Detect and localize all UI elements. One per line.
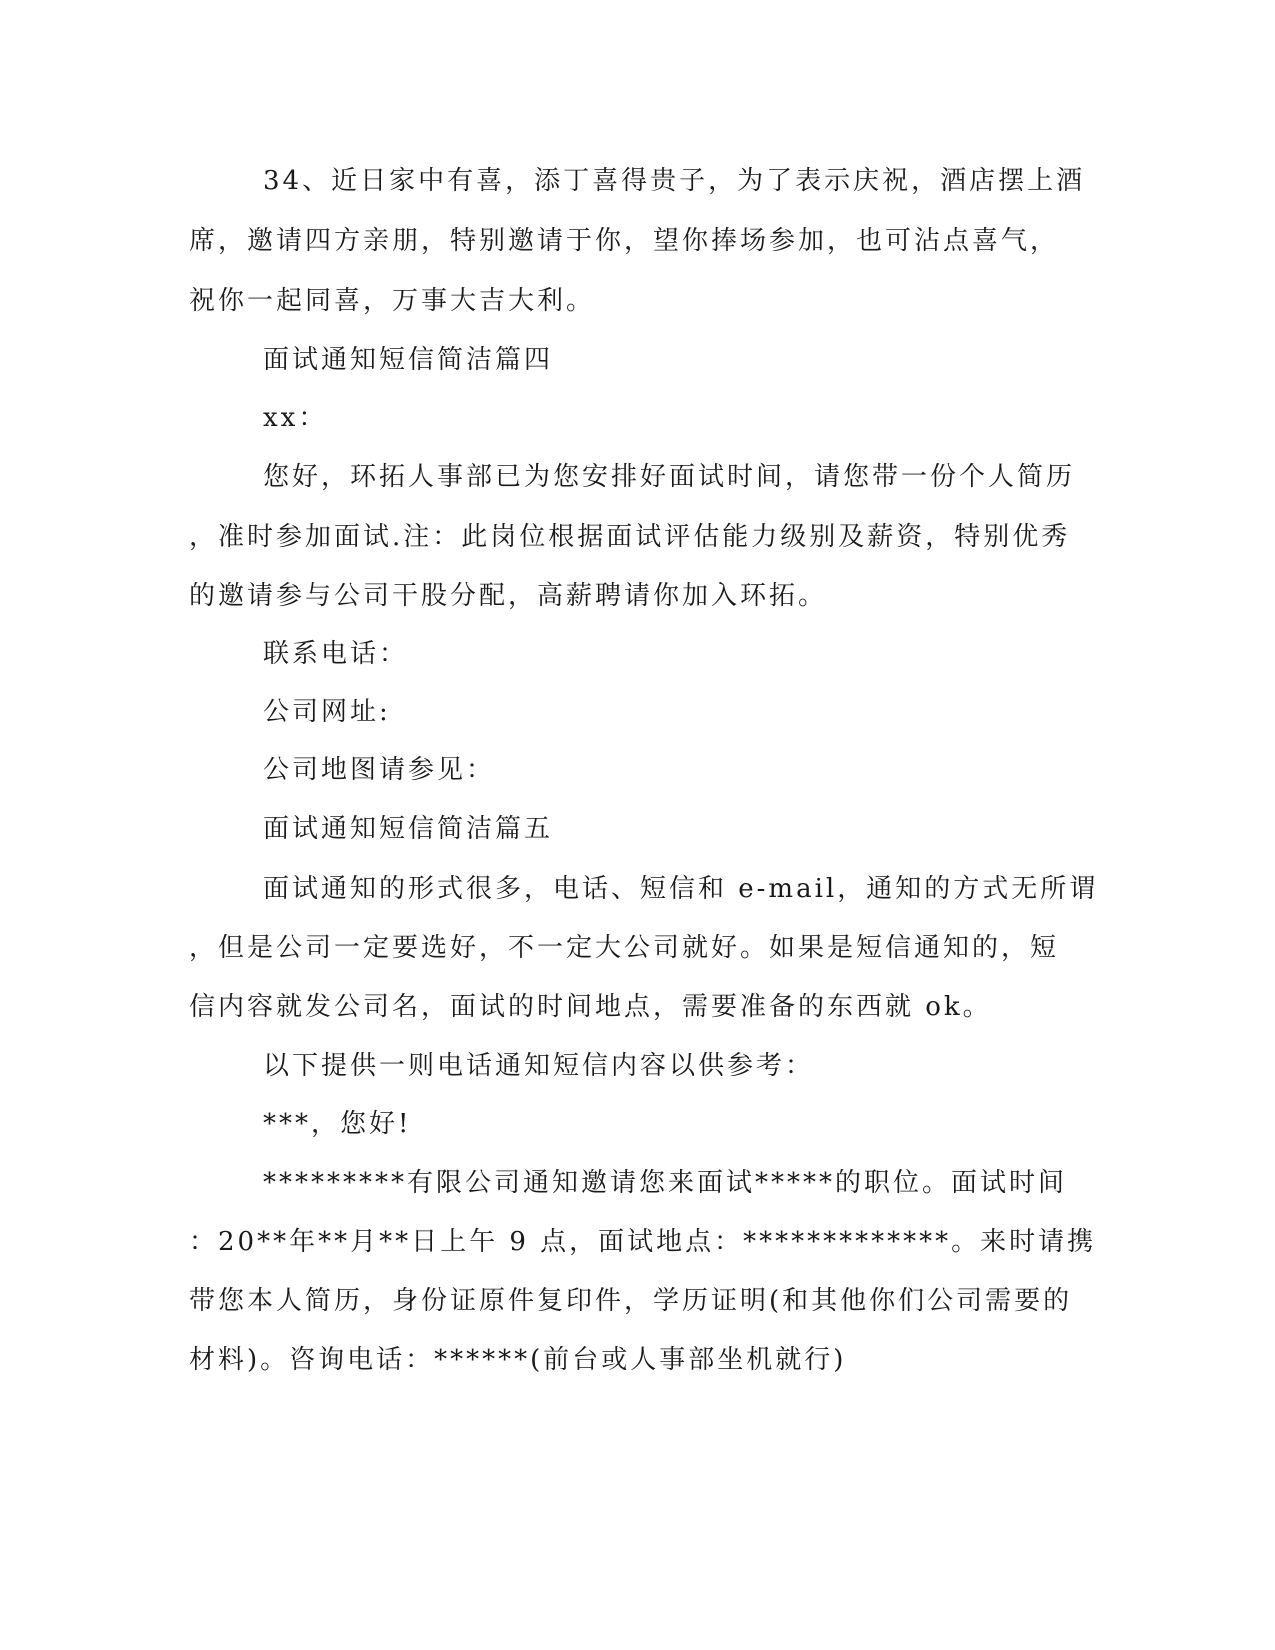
paragraph-34-line-2: 席，邀请四方亲朋，特别邀请于你，望你捧场参加，也可沾点喜气，	[189, 226, 1060, 256]
forms-paragraph-line-2: ，但是公司一定要选好，不一定大公司就好。如果是短信通知的，短	[189, 933, 1060, 963]
notice-paragraph-line-3: 的邀请参与公司干股分配，高薪聘请你加入环拓。	[189, 581, 828, 611]
example-body-line-2: ：20**年**月**日上午 9 点，面试地点：*************。来时请携	[189, 1227, 1097, 1257]
forms-paragraph-line-3: 信内容就发公司名，面试的时间地点，需要准备的东西就 ok。	[189, 992, 992, 1022]
contact-phone-label: 联系电话：	[263, 639, 409, 669]
notice-paragraph-line-1: 您好，环拓人事部已为您安排好面试时间，请您带一份个人简历	[263, 462, 1076, 492]
company-map-label: 公司地图请参见：	[263, 755, 496, 785]
salutation-xx: xx：	[263, 403, 328, 433]
paragraph-34-line-1: 34、近日家中有喜，添丁喜得贵子，为了表示庆祝，酒店摆上酒	[263, 166, 1086, 196]
section-heading-5: 面试通知短信简洁篇五	[263, 814, 554, 844]
section-heading-4: 面试通知短信简洁篇四	[263, 345, 554, 375]
example-intro: 以下提供一则电话通知短信内容以供参考：	[263, 1051, 815, 1081]
example-body-line-3: 带您本人简历，身份证原件复印件，学历证明(和其他你们公司需要的	[189, 1286, 1073, 1316]
example-greeting: ***，您好!	[263, 1109, 412, 1139]
forms-paragraph-line-1: 面试通知的形式很多，电话、短信和 e-mail，通知的方式无所谓	[263, 874, 1099, 904]
example-body-line-4: 材料)。咨询电话：******(前台或人事部坐机就行)	[189, 1345, 847, 1375]
example-body-line-1: *********有限公司通知邀请您来面试*****的职位。面试时间	[263, 1168, 1068, 1198]
notice-paragraph-line-2: ，准时参加面试.注：此岗位根据面试评估能力级别及薪资，特别优秀	[189, 522, 1071, 552]
paragraph-34-line-3: 祝你一起同喜，万事大吉大利。	[189, 286, 596, 316]
company-website-label: 公司网址:	[263, 697, 391, 727]
